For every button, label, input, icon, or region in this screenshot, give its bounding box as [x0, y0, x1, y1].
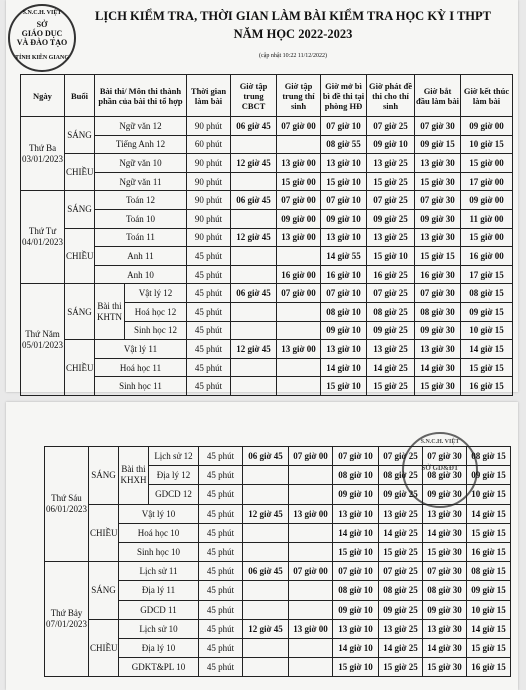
end-time-cell: 15 giờ 15 [467, 523, 511, 542]
duration-cell: 45 phút [187, 284, 231, 303]
cbct-time-cell: 06 giờ 45 [231, 117, 277, 136]
start-time-cell: 09 giờ 30 [423, 600, 467, 619]
end-time-cell: 17 giờ 00 [461, 172, 513, 191]
end-time-cell: 09 giờ 15 [467, 466, 511, 485]
open-envelope-time-cell: 14 giờ 10 [333, 523, 379, 542]
end-time-cell: 09 giờ 00 [461, 117, 513, 136]
cbct-time-cell [231, 247, 277, 266]
end-time-cell: 15 giờ 15 [461, 358, 513, 377]
table-row [45, 447, 511, 466]
open-envelope-time-cell: 07 giờ 10 [321, 117, 367, 136]
table-row [21, 154, 513, 173]
open-envelope-time-cell: 13 giờ 10 [321, 228, 367, 247]
cbct-time-cell [231, 209, 277, 228]
session-cell: SÁNG [65, 191, 95, 228]
candidate-time-cell: 13 giờ 00 [277, 154, 321, 173]
candidate-time-cell [289, 658, 333, 677]
subject-cell: Vật lý 11 [95, 340, 187, 359]
candidate-time-cell [289, 638, 333, 657]
hand-out-time-cell: 09 giờ 25 [379, 600, 423, 619]
col-header-end: Giờ kết thúc làm bài [461, 75, 513, 117]
end-time-cell: 15 giờ 15 [467, 638, 511, 657]
start-time-cell: 07 giờ 30 [415, 284, 461, 303]
start-time-cell: 07 giờ 30 [415, 191, 461, 210]
candidate-time-cell [289, 485, 333, 504]
hand-out-time-cell: 14 giờ 25 [367, 358, 415, 377]
subject-cell: Sinh học 12 [125, 321, 187, 340]
candidate-time-cell: 07 giờ 00 [277, 284, 321, 303]
school-year: NĂM HỌC 2022-2023 [233, 27, 353, 41]
candidate-time-cell: 07 giờ 00 [289, 447, 333, 466]
exam-schedule-table-2 [44, 446, 511, 677]
candidate-time-cell [289, 523, 333, 542]
candidate-time-cell: 09 giờ 00 [277, 209, 321, 228]
hand-out-time-cell: 09 giờ 10 [367, 135, 415, 154]
hand-out-time-cell: 14 giờ 25 [379, 638, 423, 657]
candidate-time-cell [277, 321, 321, 340]
subject-cell: Toán 11 [95, 228, 187, 247]
start-time-cell: 07 giờ 30 [423, 447, 467, 466]
open-envelope-time-cell: 13 giờ 10 [333, 619, 379, 638]
table-row [45, 619, 511, 638]
duration-cell: 90 phút [187, 228, 231, 247]
hand-out-time-cell: 13 giờ 25 [367, 340, 415, 359]
open-envelope-time-cell: 09 giờ 10 [333, 600, 379, 619]
end-time-cell: 11 giờ 00 [461, 209, 513, 228]
col-header-duration: Thời gian làm bài [187, 75, 231, 117]
seal-line-2: GIÁO DỤC [21, 29, 63, 38]
cbct-time-cell [231, 302, 277, 321]
subject-cell: Vật lý 10 [119, 504, 199, 523]
candidate-time-cell: 07 giờ 00 [277, 117, 321, 136]
cbct-time-cell [243, 542, 289, 561]
table-row [21, 340, 513, 359]
hand-out-time-cell: 07 giờ 25 [367, 284, 415, 303]
cbct-time-cell [243, 466, 289, 485]
day-cell: Thứ Ba 03/01/2023 [21, 117, 65, 191]
subject-cell: Lịch sử 10 [119, 619, 199, 638]
hand-out-time-cell: 07 giờ 25 [379, 562, 423, 581]
start-time-cell: 13 giờ 30 [415, 340, 461, 359]
candidate-time-cell [289, 581, 333, 600]
session-cell: SÁNG [89, 562, 119, 620]
hand-out-time-cell: 15 giờ 25 [367, 172, 415, 191]
col-header-candidates: Giờ tập trung thí sinh [277, 75, 321, 117]
cbct-time-cell [231, 135, 277, 154]
hand-out-time-cell: 13 giờ 25 [379, 504, 423, 523]
hand-out-time-cell: 13 giờ 25 [367, 154, 415, 173]
subject-cell: Vật lý 12 [125, 284, 187, 303]
end-time-cell: 16 giờ 00 [461, 247, 513, 266]
seal2-text: SỞ GD&ĐT [421, 464, 459, 472]
seal-bottom-text: TỈNH KIÊN GIANG [14, 55, 69, 61]
session-cell: CHIỀU [65, 340, 95, 396]
open-envelope-time-cell: 15 giờ 10 [333, 542, 379, 561]
candidate-time-cell [277, 302, 321, 321]
table-row [21, 247, 513, 266]
session-cell: SÁNG [65, 117, 95, 154]
duration-cell: 45 phút [199, 562, 243, 581]
end-time-cell: 08 giờ 15 [467, 562, 511, 581]
col-header-start: Giờ bắt đầu làm bài [415, 75, 461, 117]
start-time-cell: 08 giờ 30 [415, 302, 461, 321]
open-envelope-time-cell: 15 giờ 10 [321, 377, 367, 396]
end-time-cell: 08 giờ 15 [461, 284, 513, 303]
day-cell: Thứ Sáu 06/01/2023 [45, 447, 89, 562]
table-row [21, 135, 513, 154]
hand-out-time-cell: 15 giờ 25 [367, 377, 415, 396]
open-envelope-time-cell: 15 giờ 10 [321, 172, 367, 191]
open-envelope-time-cell: 15 giờ 10 [333, 658, 379, 677]
start-time-cell: 13 giờ 30 [423, 619, 467, 638]
table-row [21, 191, 513, 210]
end-time-cell: 16 giờ 15 [467, 658, 511, 677]
start-time-cell: 09 giờ 30 [415, 209, 461, 228]
hand-out-time-cell: 07 giờ 25 [367, 117, 415, 136]
end-time-cell: 15 giờ 00 [461, 154, 513, 173]
subject-cell: Sinh học 11 [95, 377, 187, 396]
subject-cell: Toán 10 [95, 209, 187, 228]
start-time-cell: 15 giờ 30 [415, 377, 461, 396]
open-envelope-time-cell: 07 giờ 10 [333, 562, 379, 581]
open-envelope-time-cell: 09 giờ 10 [321, 321, 367, 340]
table-row [21, 265, 513, 284]
end-time-cell: 09 giờ 15 [461, 302, 513, 321]
day-cell: Thứ Tư 04/01/2023 [21, 191, 65, 284]
subject-cell: GDCD 11 [119, 600, 199, 619]
duration-cell: 45 phút [187, 321, 231, 340]
open-envelope-time-cell: 13 giờ 10 [321, 154, 367, 173]
col-header-hand-out: Giờ phát đề thi cho thí sinh [367, 75, 415, 117]
cbct-time-cell [231, 377, 277, 396]
col-header-subject: Bài thi/ Môn thi thành phần của bài thi tổ hợp [95, 75, 187, 117]
hand-out-time-cell: 15 giờ 10 [367, 247, 415, 266]
start-time-cell: 14 giờ 30 [423, 523, 467, 542]
cbct-time-cell: 12 giờ 45 [231, 340, 277, 359]
duration-cell: 45 phút [199, 619, 243, 638]
table-row [21, 358, 513, 377]
candidate-time-cell: 15 giờ 00 [277, 172, 321, 191]
subject-cell: Ngữ văn 10 [95, 154, 187, 173]
open-envelope-time-cell: 08 giờ 10 [321, 302, 367, 321]
candidate-time-cell: 13 giờ 00 [277, 228, 321, 247]
hand-out-time-cell: 08 giờ 25 [379, 581, 423, 600]
session-cell: CHIỀU [65, 154, 95, 191]
seal2-top-text: S.N.C.H. VIỆT [420, 439, 460, 445]
duration-cell: 45 phút [187, 265, 231, 284]
table-row [21, 284, 513, 303]
end-time-cell: 15 giờ 00 [461, 228, 513, 247]
table-row [21, 117, 513, 136]
duration-cell: 45 phút [199, 638, 243, 657]
cbct-time-cell [243, 485, 289, 504]
subject-cell: Anh 11 [95, 247, 187, 266]
candidate-time-cell [277, 377, 321, 396]
open-envelope-time-cell: 16 giờ 10 [321, 265, 367, 284]
hand-out-time-cell: 15 giờ 25 [379, 542, 423, 561]
candidate-time-cell: 16 giờ 00 [277, 265, 321, 284]
hand-out-time-cell: 07 giờ 25 [379, 447, 423, 466]
start-time-cell: 14 giờ 30 [423, 638, 467, 657]
duration-cell: 45 phút [199, 600, 243, 619]
duration-cell: 45 phút [187, 377, 231, 396]
hand-out-time-cell: 16 giờ 25 [367, 265, 415, 284]
open-envelope-time-cell: 13 giờ 10 [333, 504, 379, 523]
duration-cell: 45 phút [187, 340, 231, 359]
cbct-time-cell [243, 581, 289, 600]
start-time-cell: 14 giờ 30 [415, 358, 461, 377]
open-envelope-time-cell: 08 giờ 55 [321, 135, 367, 154]
start-time-cell: 16 giờ 30 [415, 265, 461, 284]
cbct-time-cell [231, 321, 277, 340]
subject-cell: Hoá học 10 [119, 523, 199, 542]
combined-exam-khxh-cell: Bài thi KHXH [119, 447, 149, 505]
subject-cell: Hoá học 11 [95, 358, 187, 377]
col-header-cbct: Giờ tập trung CBCT [231, 75, 277, 117]
subject-cell: Tiếng Anh 12 [95, 135, 187, 154]
duration-cell: 45 phút [199, 466, 243, 485]
col-header-open-envelope: Giờ mở bì bì đề thi tại phòng HĐ [321, 75, 367, 117]
start-time-cell: 07 giờ 30 [423, 562, 467, 581]
open-envelope-time-cell: 08 giờ 10 [333, 581, 379, 600]
start-time-cell: 13 giờ 30 [423, 504, 467, 523]
duration-cell: 45 phút [199, 658, 243, 677]
candidate-time-cell [289, 542, 333, 561]
duration-cell: 45 phút [199, 542, 243, 561]
open-envelope-time-cell: 14 giờ 10 [321, 358, 367, 377]
hand-out-time-cell: 08 giờ 25 [379, 466, 423, 485]
start-time-cell: 09 giờ 30 [415, 321, 461, 340]
session-cell: CHIỀU [65, 228, 95, 284]
day-cell: Thứ Năm 05/01/2023 [21, 284, 65, 396]
end-time-cell: 08 giờ 15 [467, 447, 511, 466]
hand-out-time-cell: 13 giờ 25 [379, 619, 423, 638]
cbct-time-cell [231, 265, 277, 284]
hand-out-time-cell: 13 giờ 25 [367, 228, 415, 247]
cbct-time-cell [243, 638, 289, 657]
start-time-cell: 07 giờ 30 [415, 117, 461, 136]
end-time-cell: 10 giờ 15 [461, 321, 513, 340]
duration-cell: 45 phút [199, 485, 243, 504]
table-row [21, 209, 513, 228]
duration-cell: 90 phút [187, 154, 231, 173]
hand-out-time-cell: 15 giờ 25 [379, 658, 423, 677]
duration-cell: 45 phút [187, 247, 231, 266]
open-envelope-time-cell: 07 giờ 10 [321, 284, 367, 303]
seal-line-1: SỞ [36, 20, 48, 29]
end-time-cell: 17 giờ 15 [461, 265, 513, 284]
session-cell: CHIỀU [89, 619, 119, 677]
end-time-cell: 09 giờ 15 [467, 581, 511, 600]
start-time-cell: 15 giờ 15 [415, 247, 461, 266]
duration-cell: 90 phút [187, 209, 231, 228]
start-time-cell: 08 giờ 30 [423, 581, 467, 600]
seal-line-3: VÀ ĐÀO TẠO [16, 38, 68, 47]
duration-cell: 45 phút [187, 302, 231, 321]
exam-schedule-table-1 [20, 74, 513, 396]
open-envelope-time-cell: 07 giờ 10 [321, 191, 367, 210]
cbct-time-cell: 12 giờ 45 [231, 154, 277, 173]
cbct-time-cell: 12 giờ 45 [231, 228, 277, 247]
cbct-time-cell: 12 giờ 45 [243, 504, 289, 523]
subject-cell: Địa lý 10 [119, 638, 199, 657]
open-envelope-time-cell: 13 giờ 10 [321, 340, 367, 359]
update-note: (cập nhật 10:22 11/12/2022) [259, 53, 327, 59]
subject-cell: Lịch sử 11 [119, 562, 199, 581]
subject-cell: Lịch sử 12 [149, 447, 199, 466]
duration-cell: 45 phút [199, 523, 243, 542]
candidate-time-cell: 07 giờ 00 [289, 562, 333, 581]
start-time-cell: 13 giờ 30 [415, 228, 461, 247]
duration-cell: 45 phút [199, 581, 243, 600]
open-envelope-time-cell: 07 giờ 10 [333, 447, 379, 466]
candidate-time-cell [277, 247, 321, 266]
seal-top-text: S.N.C.H. VIỆT [22, 10, 62, 16]
subject-cell: Ngữ văn 11 [95, 172, 187, 191]
table-row [21, 228, 513, 247]
cbct-time-cell [243, 658, 289, 677]
table-row [21, 377, 513, 396]
subject-cell: Anh 10 [95, 265, 187, 284]
end-time-cell: 09 giờ 00 [461, 191, 513, 210]
subject-cell: Sinh học 10 [119, 542, 199, 561]
page-title: LỊCH KIỂM TRA, THỜI GIAN LÀM BÀI KIỂM TRA HỌC KỲ I THPT [94, 9, 491, 23]
subject-cell: Ngữ văn 12 [95, 117, 187, 136]
candidate-time-cell: 13 giờ 00 [289, 504, 333, 523]
subject-cell: Địa lý 11 [119, 581, 199, 600]
duration-cell: 90 phút [187, 191, 231, 210]
subject-cell: Hoá học 12 [125, 302, 187, 321]
duration-cell: 90 phút [187, 172, 231, 191]
end-time-cell: 14 giờ 15 [467, 504, 511, 523]
hand-out-time-cell: 14 giờ 25 [379, 523, 423, 542]
col-header-session: Buổi [65, 75, 95, 117]
day-cell: Thứ Bảy 07/01/2023 [45, 562, 89, 677]
table-row [45, 504, 511, 523]
end-time-cell: 14 giờ 15 [467, 619, 511, 638]
cbct-time-cell [243, 600, 289, 619]
end-time-cell: 14 giờ 15 [461, 340, 513, 359]
cbct-time-cell: 06 giờ 45 [243, 447, 289, 466]
col-header-day: Ngày [21, 75, 65, 117]
start-time-cell: 15 giờ 30 [423, 542, 467, 561]
end-time-cell: 10 giờ 15 [467, 600, 511, 619]
candidate-time-cell [289, 466, 333, 485]
candidate-time-cell: 13 giờ 00 [289, 619, 333, 638]
cbct-time-cell [243, 523, 289, 542]
candidate-time-cell [289, 600, 333, 619]
subject-cell: Địa lý 12 [149, 466, 199, 485]
end-time-cell: 10 giờ 15 [461, 135, 513, 154]
cbct-time-cell [231, 358, 277, 377]
start-time-cell: 15 giờ 30 [423, 658, 467, 677]
subject-cell: GDKT&PL 10 [119, 658, 199, 677]
cbct-time-cell: 12 giờ 45 [243, 619, 289, 638]
open-envelope-time-cell: 14 giờ 10 [333, 638, 379, 657]
cbct-time-cell: 06 giờ 45 [231, 191, 277, 210]
cbct-time-cell [231, 172, 277, 191]
open-envelope-time-cell: 08 giờ 10 [333, 466, 379, 485]
end-time-cell: 16 giờ 15 [461, 377, 513, 396]
start-time-cell: 13 giờ 30 [415, 154, 461, 173]
hand-out-time-cell: 09 giờ 25 [379, 485, 423, 504]
session-cell: SÁNG [89, 447, 119, 505]
open-envelope-time-cell: 14 giờ 55 [321, 247, 367, 266]
start-time-cell: 15 giờ 30 [415, 172, 461, 191]
subject-cell: GDCD 12 [149, 485, 199, 504]
end-time-cell: 16 giờ 15 [467, 542, 511, 561]
open-envelope-time-cell: 09 giờ 10 [321, 209, 367, 228]
duration-cell: 45 phút [199, 447, 243, 466]
duration-cell: 45 phút [187, 358, 231, 377]
start-time-cell: 09 giờ 15 [415, 135, 461, 154]
table-header-row [21, 75, 513, 117]
subject-cell: Toán 12 [95, 191, 187, 210]
hand-out-time-cell: 08 giờ 25 [367, 302, 415, 321]
candidate-time-cell: 13 giờ 00 [277, 340, 321, 359]
candidate-time-cell [277, 135, 321, 154]
combined-exam-khtn-cell: Bài thi KHTN [95, 284, 125, 340]
session-cell: CHIỀU [89, 504, 119, 562]
start-time-cell: 08 giờ 30 [423, 466, 467, 485]
cbct-time-cell: 06 giờ 45 [243, 562, 289, 581]
table-row [45, 562, 511, 581]
duration-cell: 90 phút [187, 117, 231, 136]
session-cell: SÁNG [65, 284, 95, 340]
hand-out-time-cell: 07 giờ 25 [367, 191, 415, 210]
hand-out-time-cell: 09 giờ 25 [367, 321, 415, 340]
duration-cell: 60 phút [187, 135, 231, 154]
end-time-cell: 10 giờ 15 [467, 485, 511, 504]
cbct-time-cell: 06 giờ 45 [231, 284, 277, 303]
duration-cell: 45 phút [199, 504, 243, 523]
candidate-time-cell: 07 giờ 00 [277, 191, 321, 210]
hand-out-time-cell: 09 giờ 25 [367, 209, 415, 228]
table-row [21, 172, 513, 191]
open-envelope-time-cell: 09 giờ 10 [333, 485, 379, 504]
start-time-cell: 09 giờ 30 [423, 485, 467, 504]
candidate-time-cell [277, 358, 321, 377]
